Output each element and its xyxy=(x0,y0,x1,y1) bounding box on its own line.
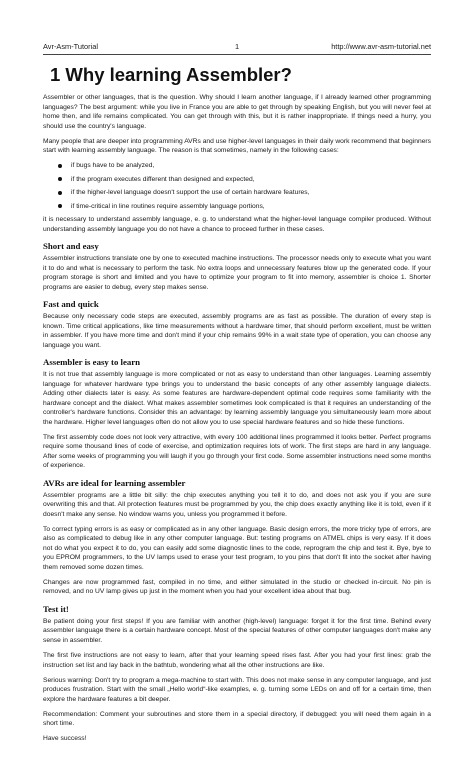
section-heading: AVRs are ideal for learning assembler xyxy=(43,477,186,488)
intro-paragraph: Many people that are deeper into programming AVRs and use higher-level languages in their daily work recommend that beginners start with learning assembly language. The reason is that sometimes, namely in the following cases: xyxy=(43,137,431,155)
body-paragraph: it is necessary to understand assembly language, e. g. to understand what the higher-level language compiler produced. Without understanding assembly language you do not have a chance to proceed further in these cases. xyxy=(43,216,431,233)
list-item-text: if time-critical in line routines require assembly language portions, xyxy=(71,202,265,210)
body-paragraph: The first assembly code does not look very attractive, with every 100 additional lines programmed it looks better. Perfect programs require some thousand lines of code of exercise, and optimization requires lots of work. The first steps are hard in any language. After some weeks of programming you will laugh if you go through your first code. Some assembler instructions need some months of experience. xyxy=(43,433,431,470)
body-paragraph: Recommendation: Comment your subroutines and store them in a special directory, if debugged: you will need them again in a short time. xyxy=(43,710,431,728)
list-item xyxy=(43,188,431,198)
reasons-list xyxy=(43,161,431,211)
header-url: http://www.avr-asm-tutorial.net xyxy=(331,42,431,51)
body-paragraph: Have success! xyxy=(43,735,87,743)
bullet-icon xyxy=(58,164,62,168)
body-paragraph: The first five instructions are not easy to learn, after that your learning speed rises fast. After you had your first lines: grab the instruction set list and lay back in the bathtub, wondering what all the other instructions are like. xyxy=(43,652,431,669)
chapter-title: 1 Why learning Assembler? xyxy=(50,64,292,85)
section-heading: Short and easy xyxy=(43,241,99,252)
body-paragraph: Be patient doing your first steps! If you are familiar with another (high-level) language: forget it for the first time. Behind every assembler language there is a certain hardware concept. Most of the special features of other computer languages don't make any sense in assembler. xyxy=(43,617,431,644)
list-item xyxy=(43,202,431,212)
list-item xyxy=(43,175,431,185)
body-paragraph: It is not true that assembly language is more complicated or not as easy to understand than other languages. Learning assembly language for whatever hardware type brings you to understand the basic concepts of any other assembly language dialects. Adding other dialects later is easy. As some features are hardware-dependent optimal code requires some familiarity with the hardware concept and the dialect. What makes assembler sometimes look complicated is that it requires an understanding of the controller's hardware functions. Consider this an advantage: by learning assembly language you simultaneously learn more about the hardware. Higher level languages often do not allow you to use special hardware features and so hide these functions. xyxy=(43,371,431,426)
header-doc-title: Avr-Asm-Tutorial xyxy=(43,42,99,51)
section-heading: Fast and quick xyxy=(43,299,99,310)
body-paragraph: Because only necessary code steps are executed, assembly programs are as fast as possible. The duration of every step is known. Time critical applications, like time measurements without a hardware timer, that should perform excellent, must be written in assembler. If you have more time and don't mind if your chip remains 99% in a wait state type of operation, you can choose any language you want. xyxy=(43,313,431,349)
body-paragraph: Assembler instructions translate one by one to executed machine instructions. The processor needs only to execute what you want it to do and what is necessary to perform the task. No extra loops and unnecessary features blow up the generated code. If your program storage is short and limited and you have to optimize your program to fit into memory, assembler is choice 1. Shorter programs are easier to debug, every step makes sense. xyxy=(43,255,431,291)
list-item-text: if the program executes different than designed and expected, xyxy=(71,175,255,183)
body-paragraph: To correct typing errors is as easy or complicated as in any other language. Basic design errors, the more tricky type of errors, are also as complicated to debug like in any other computer language. But: testing programs on ATMEL chips is very easy. If it does not do what you expect it to do, you can easily add some diagnostic lines to the code, reprogram the chip and test it. Bye, bye to you EPROM programmers, to the UV lamps used to erase your test program, to you pins that don't fit into the socket after having them removed some dozen times. xyxy=(43,525,431,571)
page-content xyxy=(43,64,431,749)
body-paragraph: Serious warning: Don't try to program a mega-machine to start with. This does not make sense in any computer language, and just produces frustration. Start with the small „Hello world“-like examples, e. g. turning some LEDs on and off for a certain time, then explore the hardware features a bit deeper. xyxy=(43,676,431,703)
header-page-number: 1 xyxy=(234,42,240,51)
section-heading: Assembler is easy to learn xyxy=(43,357,141,368)
list-item xyxy=(43,161,431,171)
section-heading: Test it! xyxy=(43,603,69,614)
bullet-icon xyxy=(58,191,62,195)
list-item-text: if bugs have to be analyzed, xyxy=(71,162,155,170)
page-header xyxy=(43,42,431,54)
list-item-text: if the higher-level language doesn't support the use of certain hardware features, xyxy=(71,189,310,197)
body-paragraph: Changes are now programmed fast, compiled in no time, and either simulated in the studio or checked in-circuit. No pin is removed, and no UV lamp gives up just in the moment when you had your excellent idea about that bug. xyxy=(43,578,431,596)
intro-paragraph: Assembler or other languages, that is the question. Why should I learn another language, if I already learned other programming languages? The best argument: while you live in France you are able to get through by speaking English, but you will never feel at home then, and life remains complicated. You can get through with this, but it is rather inappropriate. If things need a hurry, you should use the country's language. xyxy=(43,94,431,130)
header-divider xyxy=(43,54,431,55)
bullet-icon xyxy=(58,204,62,208)
body-paragraph: Assembler programs are a little bit silly: the chip executes anything you tell it to do, and does not ask you if you are sure overwriting this and that. All protection features must be programmed by you, the chip does exactly anything like it is told, even if it doesn't make any sense. No window warns you, unless you programmed it before. xyxy=(43,491,431,518)
bullet-icon xyxy=(58,177,62,181)
